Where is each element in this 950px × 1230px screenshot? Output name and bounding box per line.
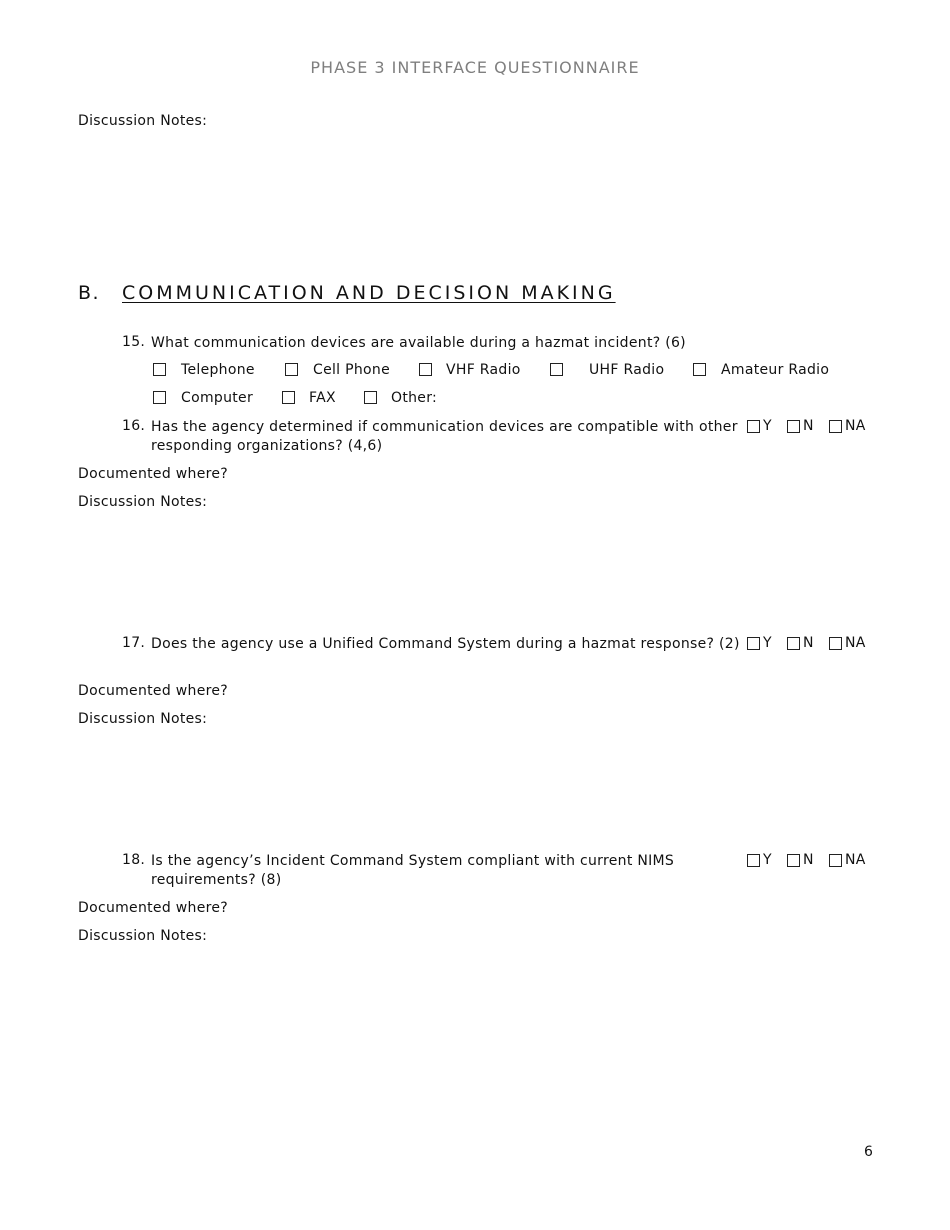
q18-no-checkbox[interactable] — [787, 854, 800, 867]
checkbox-cell-phone[interactable] — [285, 363, 298, 376]
question-17-number: 17. — [122, 635, 146, 651]
q18-documented-where-label: Documented where? — [78, 900, 229, 916]
section-letter: B. — [78, 282, 101, 304]
q17-yes-label: Y — [763, 635, 772, 651]
checkbox-other[interactable] — [364, 391, 377, 404]
option-cell-phone-label: Cell Phone — [313, 362, 390, 378]
checkbox-amateur-radio[interactable] — [693, 363, 706, 376]
q16-discussion-notes-label: Discussion Notes: — [78, 494, 208, 510]
q16-na-label: NA — [845, 418, 866, 434]
question-18-text: Is the agency’s Incident Command System compliant with current NIMS requirements? (8) — [151, 853, 675, 888]
q16-yes-label: Y — [763, 418, 772, 434]
checkbox-fax[interactable] — [282, 391, 295, 404]
question-15-number: 15. — [122, 334, 146, 350]
q18-discussion-notes-label: Discussion Notes: — [78, 928, 208, 944]
q17-no-label: N — [803, 635, 814, 651]
q17-yes-checkbox[interactable] — [747, 637, 760, 650]
option-vhf-radio-label: VHF Radio — [446, 362, 521, 378]
checkbox-vhf-radio[interactable] — [419, 363, 432, 376]
q16-na-checkbox[interactable] — [829, 420, 842, 433]
q16-no-label: N — [803, 418, 814, 434]
q17-na-label: NA — [845, 635, 866, 651]
q18-yes-label: Y — [763, 852, 772, 868]
q18-yes-checkbox[interactable] — [747, 854, 760, 867]
question-17-text: Does the agency use a Unified Command System during a hazmat response? (2) — [151, 636, 740, 652]
q17-no-checkbox[interactable] — [787, 637, 800, 650]
page-header-title: PHASE 3 INTERFACE QUESTIONNAIRE — [310, 58, 640, 77]
option-amateur-radio-label: Amateur Radio — [721, 362, 830, 378]
q18-na-label: NA — [845, 852, 866, 868]
option-computer-label: Computer — [181, 390, 253, 406]
checkbox-telephone[interactable] — [153, 363, 166, 376]
question-16-text: Has the agency determined if communication devices are compatible with other responding organizations? (4,6) — [151, 419, 738, 454]
q17-discussion-notes-label: Discussion Notes: — [78, 711, 208, 727]
option-uhf-radio-label: UHF Radio — [589, 362, 665, 378]
discussion-notes-label: Discussion Notes: — [78, 113, 208, 129]
question-16-number: 16. — [122, 418, 146, 434]
q18-na-checkbox[interactable] — [829, 854, 842, 867]
section-title: COMMUNICATION AND DECISION MAKING — [122, 282, 616, 304]
checkbox-uhf-radio[interactable] — [550, 363, 563, 376]
q16-documented-where-label: Documented where? — [78, 466, 229, 482]
question-18-number: 18. — [122, 852, 146, 868]
checkbox-computer[interactable] — [153, 391, 166, 404]
q16-yes-checkbox[interactable] — [747, 420, 760, 433]
q16-no-checkbox[interactable] — [787, 420, 800, 433]
q17-na-checkbox[interactable] — [829, 637, 842, 650]
q17-documented-where-label: Documented where? — [78, 683, 229, 699]
option-other-label: Other: — [391, 390, 438, 406]
option-telephone-label: Telephone — [181, 362, 255, 378]
option-fax-label: FAX — [309, 390, 336, 406]
page-number: 6 — [864, 1144, 874, 1160]
question-15-text: What communication devices are available during a hazmat incident? (6) — [151, 335, 686, 351]
q18-no-label: N — [803, 852, 814, 868]
